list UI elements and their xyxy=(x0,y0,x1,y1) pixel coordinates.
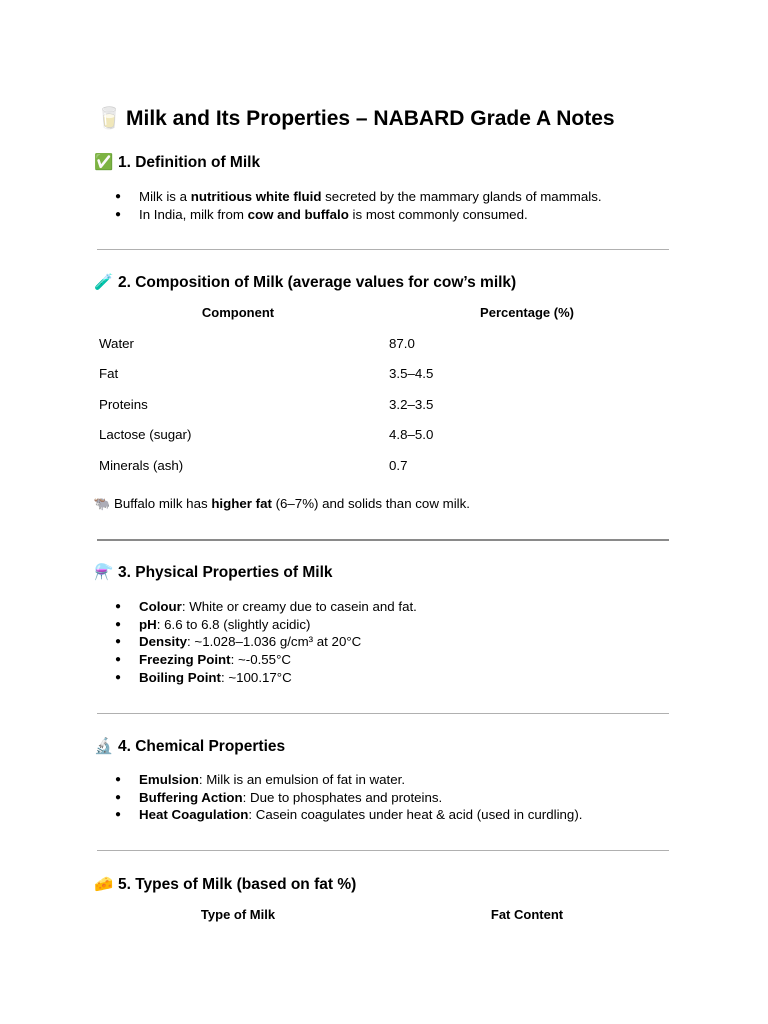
text-run: : Casein coagulates under heat & acid (used in curdling). xyxy=(248,807,583,823)
check-mark-icon: ✅ xyxy=(94,154,114,171)
section-4-list xyxy=(115,771,715,824)
milk-glass-icon: 🥛 xyxy=(96,107,123,130)
text-run: : ~-0.55°C xyxy=(230,652,291,668)
section-5-heading-text: 5. Types of Milk (based on fat %) xyxy=(118,876,357,893)
text-run: In India, milk from xyxy=(139,206,248,222)
bold-text: cow and buffalo xyxy=(247,206,349,222)
section-1-list xyxy=(115,188,715,223)
list-item xyxy=(115,598,715,616)
microscope-icon: 🔬 xyxy=(94,738,114,755)
table-header-component: Component xyxy=(201,305,275,320)
table-cell-value: 4.8–5.0 xyxy=(389,427,434,442)
bold-text: nutritious white fluid xyxy=(190,189,322,204)
page-title xyxy=(96,107,615,131)
section-3-heading-text: 3. Physical Properties of Milk xyxy=(118,564,333,581)
text-run: is most commonly consumed. xyxy=(348,206,528,222)
table-cell-name: Proteins xyxy=(99,397,148,412)
text-run: : ~1.028–1.036 g/cm³ at 20°C xyxy=(187,634,362,650)
section-1-heading xyxy=(93,153,260,172)
table-header-percentage: Percentage (%) xyxy=(480,305,574,320)
table-cell-name: Lactose (sugar) xyxy=(99,427,192,442)
divider xyxy=(97,713,669,714)
bold-label: Density xyxy=(139,634,188,650)
bold-label: pH xyxy=(139,616,157,632)
text-run: (6–7%) and solids than cow milk. xyxy=(271,496,470,511)
table-cell-name: Water xyxy=(99,336,134,351)
list-item xyxy=(115,806,715,824)
list-item xyxy=(115,669,715,687)
text-run: : White or creamy due to casein and fat. xyxy=(181,599,417,614)
buffalo-note xyxy=(93,496,470,512)
text-run: Milk is a xyxy=(139,189,191,204)
buffalo-icon: 🐃 xyxy=(93,496,111,511)
section-1-heading-text: 1. Definition of Milk xyxy=(118,154,261,171)
bold-label: Boiling Point xyxy=(139,669,221,685)
divider xyxy=(97,249,669,250)
text-run: : Due to phosphates and proteins. xyxy=(242,789,443,805)
section-3-heading xyxy=(93,563,333,582)
table-cell-value: 3.5–4.5 xyxy=(389,366,434,381)
section-4-heading xyxy=(93,737,285,756)
text-run: Buffalo milk has xyxy=(114,496,212,511)
section-5-heading xyxy=(93,875,356,894)
list-item xyxy=(115,206,715,224)
flask-icon: ⚗️ xyxy=(94,564,114,581)
section-3-list xyxy=(115,598,715,687)
section-4-heading-text: 4. Chemical Properties xyxy=(118,738,286,755)
section-2-heading-text: 2. Composition of Milk (average values for cow’s milk) xyxy=(118,274,517,291)
list-item xyxy=(115,616,715,634)
table-cell-name: Minerals (ash) xyxy=(99,458,184,473)
table-cell-value: 87.0 xyxy=(389,336,415,351)
bold-label: Emulsion xyxy=(139,772,199,787)
text-run: secreted by the mammary glands of mammals. xyxy=(321,189,602,204)
divider xyxy=(97,539,669,541)
bold-label: Heat Coagulation xyxy=(139,807,249,823)
text-run: : ~100.17°C xyxy=(220,669,292,685)
text-run: : 6.6 to 6.8 (slightly acidic) xyxy=(156,616,311,632)
page-title-text: Milk and Its Properties – NABARD Grade A Notes xyxy=(126,107,615,130)
bold-label: Colour xyxy=(139,599,182,614)
table-cell-value: 0.7 xyxy=(389,458,408,473)
list-item xyxy=(115,771,715,789)
section-2-heading xyxy=(93,273,516,292)
table-cell-name: Fat xyxy=(99,366,119,381)
table-header-type: Type of Milk xyxy=(200,907,276,922)
bold-label: Freezing Point xyxy=(139,652,231,668)
list-item xyxy=(115,789,715,807)
divider xyxy=(97,850,669,851)
bold-label: Buffering Action xyxy=(139,789,243,805)
bold-text: higher fat xyxy=(211,496,272,511)
table-header-fat-content: Fat Content xyxy=(490,907,564,922)
list-item xyxy=(115,633,715,651)
test-tube-icon: 🧪 xyxy=(94,274,114,291)
list-item xyxy=(115,188,715,206)
cheese-icon: 🧀 xyxy=(94,876,114,893)
table-cell-value: 3.2–3.5 xyxy=(389,397,434,412)
list-item xyxy=(115,651,715,669)
text-run: : Milk is an emulsion of fat in water. xyxy=(198,772,406,787)
